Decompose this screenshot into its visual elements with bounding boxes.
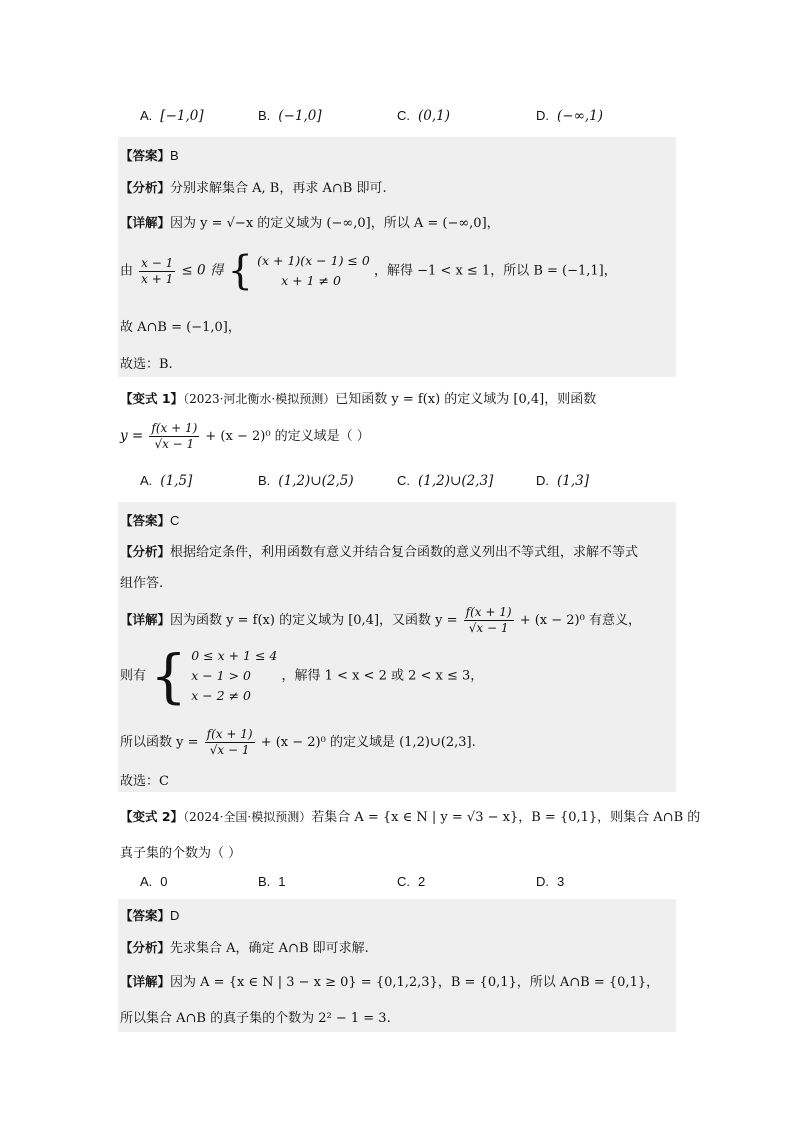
answer-tag: 【答案】 — [120, 148, 171, 163]
detail-line-1 — [120, 971, 676, 990]
option-label: C. — [397, 473, 410, 488]
fraction-denominator: √x − 1 — [468, 621, 509, 635]
answer-tag: 【答案】 — [120, 513, 171, 528]
detail-tag: 【详解】 — [120, 974, 171, 989]
option-b — [258, 108, 322, 124]
option-value: 1 — [278, 874, 286, 889]
detail-line-1 — [120, 605, 676, 636]
fraction-denominator: √x − 1 — [154, 437, 195, 451]
analysis-tag: 【分析】 — [120, 180, 171, 195]
option-label: B. — [258, 473, 271, 488]
variant2-stem-line-2 — [120, 842, 676, 861]
option-label: A. — [140, 108, 153, 123]
analysis-line — [120, 177, 676, 196]
option-d — [536, 874, 564, 890]
detail-line-2 — [120, 248, 676, 294]
fraction — [464, 605, 514, 636]
answer-value: C — [170, 513, 180, 528]
fraction-denominator: √x − 1 — [209, 743, 250, 757]
variant-tag: 【变式 2】 — [120, 809, 184, 824]
option-label: C. — [397, 108, 410, 123]
fraction-numerator: f(x + 1) — [151, 421, 198, 435]
answer-line — [120, 146, 676, 164]
detail-tag: 【详解】 — [120, 612, 171, 627]
analysis-text: 根据给定条件，利用函数有意义并结合复合函数的意义列出不等式组，求解不等式 — [170, 545, 639, 560]
option-label: A. — [140, 874, 153, 889]
option-label: B. — [258, 874, 271, 889]
answer-line — [120, 906, 676, 924]
option-b — [258, 874, 286, 890]
detail-text: 故 A∩B = (−1,0]， — [120, 320, 241, 335]
option-value: 2 — [418, 874, 426, 889]
option-value: [−1,0] — [160, 108, 204, 124]
analysis-text: 先求集合 A，确定 A∩B 即可求解. — [170, 941, 369, 956]
option-label: B. — [258, 108, 271, 123]
system-line: x + 1 ≠ 0 — [281, 273, 341, 288]
variant1-stem-line-2 — [120, 421, 676, 452]
stem-text-post: + (x − 2)⁰ 的定义域是（ ） — [205, 429, 370, 444]
system-line: x − 1 > 0 — [191, 668, 251, 683]
choose-text: 故选：B. — [120, 357, 173, 372]
option-a — [140, 473, 192, 489]
option-value: (0,1) — [418, 108, 451, 124]
detail-text-post: + (x − 2)⁰ 的定义域是 (1,2)∪(2,3]. — [260, 735, 476, 750]
stem-text: 真子集的个数为（ ） — [120, 846, 242, 861]
left-brace-icon: { — [227, 248, 253, 294]
detail-text-mid: ≤ 0 得 — [181, 262, 224, 279]
option-a — [140, 874, 168, 890]
variant2-stem-line-1 — [120, 806, 701, 825]
option-label: C. — [397, 874, 410, 889]
fraction — [149, 421, 199, 452]
detail-line-3 — [120, 316, 676, 335]
option-d — [536, 473, 589, 489]
option-value: (−1,0] — [278, 108, 322, 124]
detail-text-pre: 因为函数 y = f(x) 的定义域为 [0,4]，又函数 y = — [170, 613, 458, 628]
option-c — [397, 473, 493, 489]
detail-text: 所以集合 A∩B 的真子集的个数为 2² − 1 = 3. — [120, 1011, 391, 1026]
detail-line-3 — [120, 727, 676, 758]
detail-text: 因为 y = √−x 的定义域为 (−∞,0]，所以 A = (−∞,0]， — [170, 216, 500, 231]
system-line: x − 2 ≠ 0 — [191, 688, 251, 703]
analysis-line-2 — [120, 572, 676, 591]
system-line: 0 ≤ x + 1 ≤ 4 — [191, 648, 278, 663]
inequality-system — [191, 646, 277, 706]
system-line: (x + 1)(x − 1) ≤ 0 — [257, 253, 370, 268]
variant-tag: 【变式 1】 — [120, 391, 184, 406]
option-label: D. — [536, 108, 549, 123]
option-b — [258, 473, 354, 489]
analysis-line-1 — [120, 541, 676, 560]
fraction — [205, 727, 255, 758]
choose-text: 故选：C — [120, 774, 169, 789]
stem-text: 已知函数 y = f(x) 的定义域为 [0,4]，则函数 — [335, 392, 597, 407]
answer-value: D — [170, 908, 180, 923]
fraction-denominator: x + 1 — [141, 271, 174, 286]
option-value: (1,2)∪(2,5) — [278, 473, 354, 489]
detail-text-post: ，解得 1 < x < 2 或 2 < x ≤ 3， — [281, 668, 484, 684]
analysis-text: 分别求解集合 A, B，再求 A∩B 即可. — [170, 181, 387, 196]
fraction-numerator: x − 1 — [141, 255, 174, 270]
detail-text-post: ，解得 −1 < x ≤ 1，所以 B = (−1,1]， — [373, 263, 617, 279]
fraction — [139, 256, 175, 287]
option-value: (1,2)∪(2,3] — [418, 473, 494, 489]
detail-line-2 — [120, 642, 676, 710]
option-a — [140, 108, 204, 124]
option-d — [536, 108, 603, 124]
answer-line — [120, 511, 676, 529]
left-brace-icon: { — [150, 642, 188, 710]
detail-tag: 【详解】 — [120, 215, 171, 230]
detail-text-pre: 由 — [120, 263, 134, 279]
choose-line — [120, 770, 676, 789]
detail-text-post: + (x − 2)⁰ 有意义， — [519, 613, 641, 628]
stem-text: 若集合 A = {x ∈ N | y = √3 − x}，B = {0,1}，则集合 A∩B 的 — [311, 810, 701, 825]
inequality-system — [257, 251, 370, 291]
analysis-line — [120, 937, 676, 956]
analysis-tag: 【分析】 — [120, 544, 171, 559]
analysis-tag: 【分析】 — [120, 940, 171, 955]
detail-line-2 — [120, 1007, 676, 1026]
variant-source: （2024·全国·模拟预测） — [183, 810, 312, 824]
option-value: 0 — [160, 874, 168, 889]
option-c — [397, 108, 450, 124]
option-label: A. — [140, 473, 153, 488]
option-c — [397, 874, 425, 890]
stem-text-pre: y = — [120, 428, 144, 444]
answer-value: B — [170, 148, 179, 163]
fraction-numerator: f(x + 1) — [465, 605, 512, 619]
option-value: (−∞,1) — [557, 108, 603, 124]
detail-text-pre: 则有 — [120, 668, 147, 684]
option-label: D. — [536, 874, 549, 889]
option-label: D. — [536, 473, 549, 488]
detail-text: 因为 A = {x ∈ N | 3 − x ≥ 0} = {0,1,2,3}，B = {0,1}，所以 A∩B = {0,1}， — [170, 975, 660, 990]
fraction-numerator: f(x + 1) — [206, 727, 253, 741]
detail-text-pre: 所以函数 y = — [120, 735, 199, 750]
choose-line — [120, 353, 676, 372]
variant1-stem-line-1 — [120, 388, 676, 407]
option-value: (1,3] — [557, 473, 590, 489]
answer-tag: 【答案】 — [120, 908, 171, 923]
detail-line-1 — [120, 212, 676, 231]
option-value: 3 — [557, 874, 565, 889]
analysis-text: 组作答. — [120, 576, 164, 591]
option-value: (1,5] — [160, 473, 193, 489]
variant-source: （2023·河北衡水·模拟预测） — [183, 392, 336, 406]
